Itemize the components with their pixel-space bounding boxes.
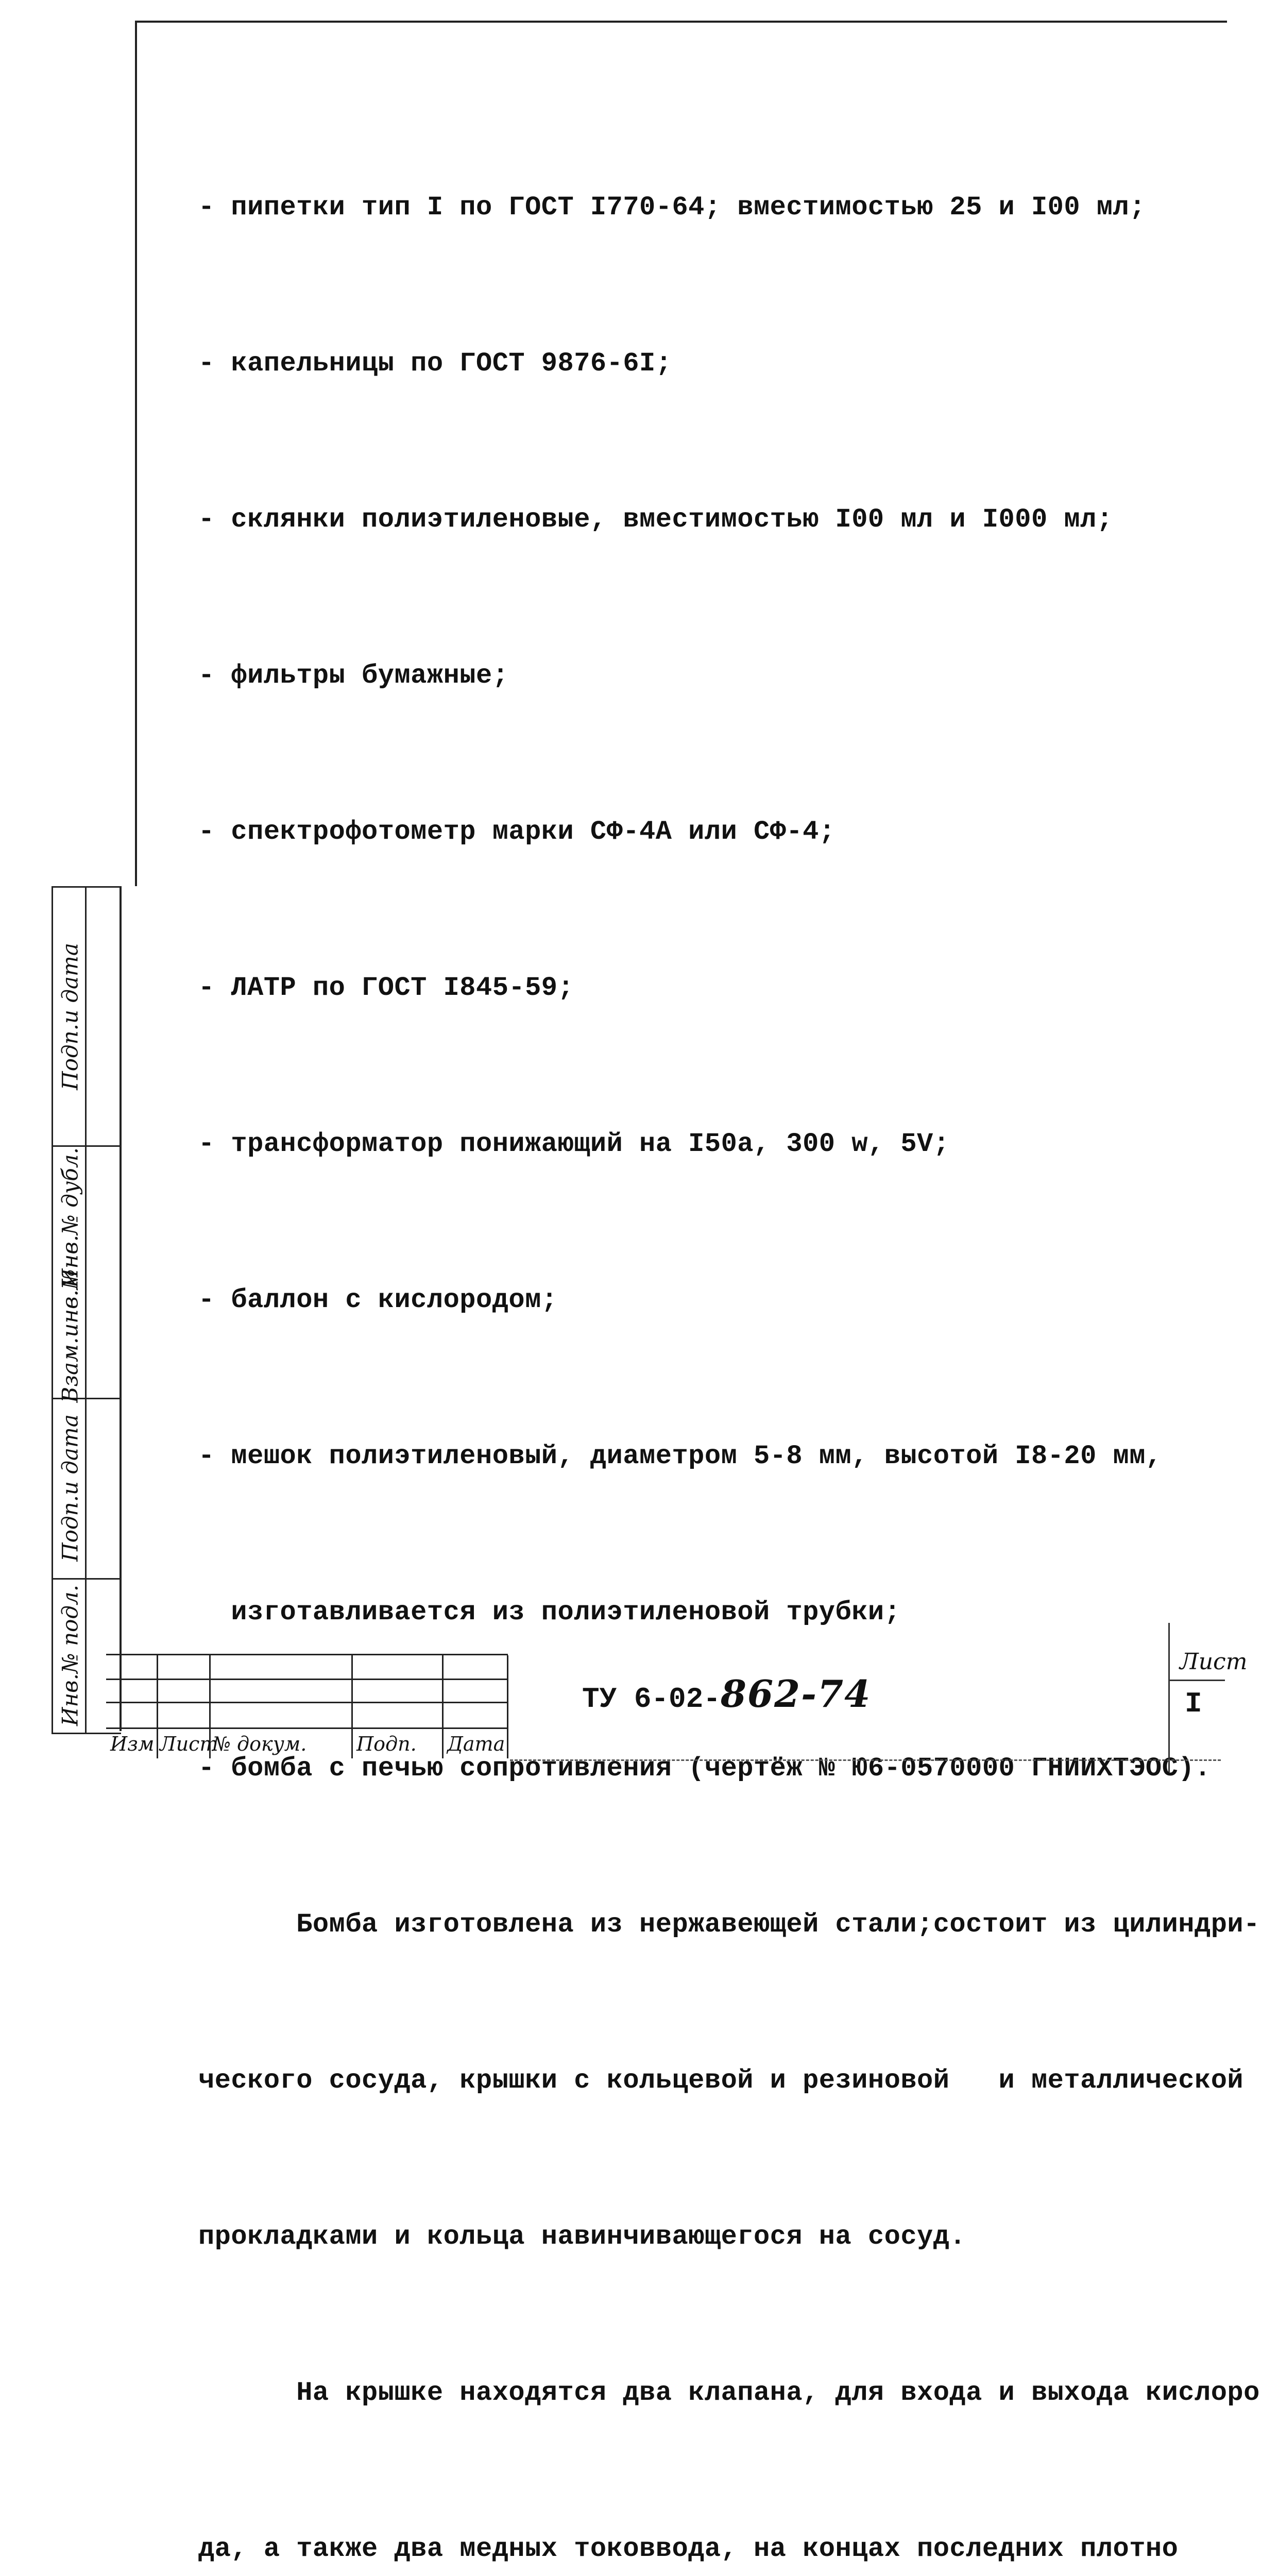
sheet-label: Лист [1180,1649,1248,1675]
sheet-cell-border [1168,1623,1170,1772]
document-body [198,77,1260,2576]
text-line: - пипетки тип I по ГОСТ I770-64; вместимостью 25 и I00 мл; [198,192,1146,223]
title-block [106,1654,508,1758]
title-block-row-line [106,1702,508,1703]
title-block-izm: Изм [110,1733,155,1755]
text-line: - капельницы по ГОСТ 9876-6I; [198,348,672,379]
document-code-prefix: ТУ 6-02- [582,1683,721,1716]
sheet-number: I [1185,1687,1202,1720]
text-line: прокладками и кольца навинчивающегося на сосуд. [198,2222,966,2252]
text-line: Бомба изготовлена из нержавеющей стали;состоит из цилиндри- [198,1909,1260,1940]
title-block-list: Лист [160,1733,218,1755]
bottom-dashed-line [510,1759,1221,1761]
stamp-column-divider [85,888,87,1733]
text-line: да, а также два медных токоввода, на концах последних плотно [198,2534,1179,2564]
title-block-col-line [157,1655,158,1758]
sheet-cell-divider [1168,1680,1225,1681]
title-block-podp: Подп. [356,1733,417,1755]
title-block-n-dokum: № докум. [212,1733,307,1755]
title-block-data: Дата [447,1733,505,1755]
text-line: - мешок полиэтиленовый, диаметром 5-8 мм, высотой I8-20 мм, [198,1441,1162,1471]
text-line: изготавливается из полиэтиленовой трубки; [198,1597,901,1628]
text-line: ческого сосуда, крышки с кольцевой и резиновой и металлической [198,2065,1244,2096]
text-line: - бомба с печью сопротивления (чертёж № Ю6-0570000 ГНИИХТЭОС). [198,1753,1211,1784]
text-line: - спектрофотометр марки СФ-4А или СФ-4; [198,817,836,847]
text-line: - фильтры бумажные; [198,660,509,691]
title-block-col-line [507,1655,508,1758]
title-block-row-line [106,1727,508,1729]
stamp-row-divider [53,1578,121,1580]
text-line: - баллон с кислородом; [198,1285,558,1315]
title-block-col-line [442,1655,444,1758]
frame-top-border [135,21,1227,23]
document-code-handwritten: 862-74 [720,1672,872,1716]
stamp-row-divider [53,1145,121,1147]
left-stamp-strip: Подп.и дата Инв.№ дубл. Взам.инв.№ Подп.и дата Инв.№ подл. [52,886,121,1734]
text-line: - ЛАТР по ГОСТ I845-59; [198,973,574,1003]
title-block-row-line [106,1679,508,1680]
text-line: На крышке находятся два клапана, для входа и выхода кислоро [198,2378,1260,2408]
text-line: - трансформатор понижающий на I50а, 300 w, 5V; [198,1129,950,1159]
document-code [582,1672,871,1716]
frame-left-border [135,21,137,886]
title-block-col-line [351,1655,353,1758]
text-line: - склянки полиэтиленовые, вместимостью I00 мл и I000 мл; [198,504,1113,535]
